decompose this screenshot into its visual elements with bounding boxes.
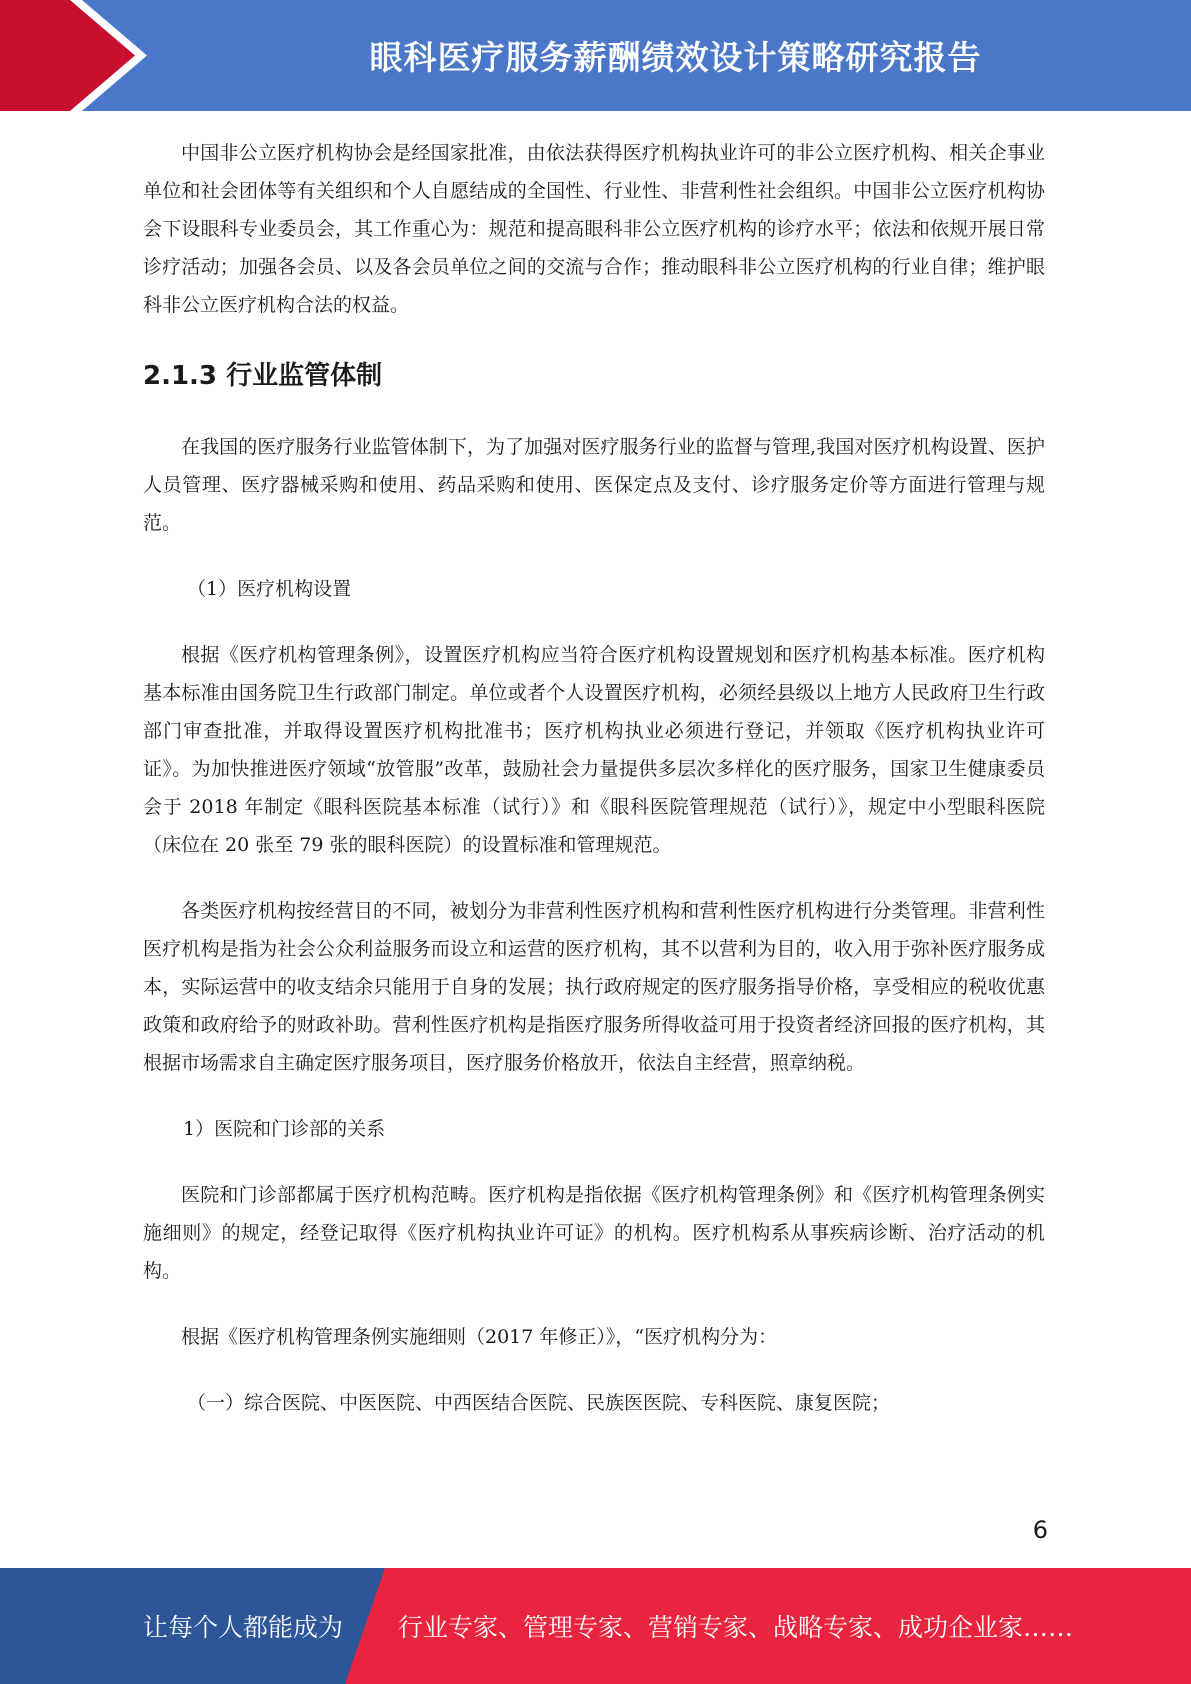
paragraph-classification: 各类医疗机构按经营目的不同，被划分为非营利性医疗机构和营利性医疗机构进行分类管理。非营利性医疗机构是指为社会公众利益服务而设立和运营的医疗机构，其不以营利为目的，收入用于弥补医疗服务成本，实际运营中的收支结余只能用于自身的发展；执行政府规定的医疗服务指导价格，享受相应的税收优惠政策和政府给予的财政补助。营利性医疗机构是指医疗服务所得收益可用于投资者经济回报的医疗机构，其根据市场需求自主确定医疗服务项目，医疗服务价格放开，依法自主经营，照章纳税。 <box>143 900 1045 1074</box>
footer-slogan-left: 让每个人都能成为 <box>143 1613 344 1642</box>
paragraph-hospital-clinic: 医院和门诊部都属于医疗机构范畴。医疗机构是指依据《医疗机构管理条例》和《医疗机构管理条例实施细则》的规定，经登记取得《医疗机构执业许可证》的机构。医疗机构系从事疾病诊断、治疗活动的机构。 <box>143 1184 1045 1282</box>
page-body <box>143 134 1045 1422</box>
paragraph-classification-rule: 根据《医疗机构管理条例实施细则（2017 年修正）》，“医疗机构分为： <box>181 1326 778 1348</box>
list-item-hospital-clinic: 1）医院和门诊部的关系 <box>183 1118 386 1140</box>
header-arrow-icon <box>0 0 190 111</box>
page-header <box>0 0 1191 111</box>
section-heading: 2.1.3 行业监管体制 <box>143 361 383 391</box>
document-title: 眼科医疗服务薪酬绩效设计策略研究报告 <box>369 38 982 77</box>
list-item-hospital-types: （一）综合医院、中医医院、中西医结合医院、民族医医院、专科医院、康复医院； <box>187 1392 891 1414</box>
list-item-institution-setup: （1）医疗机构设置 <box>187 578 352 600</box>
page-number: 6 <box>1032 1516 1048 1544</box>
paragraph-regulation-intro: 在我国的医疗服务行业监管体制下，为了加强对医疗服务行业的监督与管理,我国对医疗机构设置、医护人员管理、医疗器械采购和使用、药品采购和使用、医保定点及支付、诊疗服务定价等方面进行管理与规范。 <box>143 436 1045 534</box>
paragraph-association: 中国非公立医疗机构协会是经国家批准，由依法获得医疗机构执业许可的非公立医疗机构、相关企事业单位和社会团体等有关组织和个人自愿结成的全国性、行业性、非营利性社会组织。中国非公立医疗机构协会下设眼科专业委员会，其工作重心为：规范和提高眼科非公立医疗机构的诊疗水平；依法和依规开展日常诊疗活动；加强各会员、以及各会员单位之间的交流与合作；推动眼科非公立医疗机构的行业自律；维护眼科非公立医疗机构合法的权益。 <box>143 142 1045 316</box>
footer-slogan-right: 行业专家、管理专家、营销专家、战略专家、成功企业家…… <box>398 1613 1074 1642</box>
paragraph-regulations: 根据《医疗机构管理条例》，设置医疗机构应当符合医疗机构设置规划和医疗机构基本标准。医疗机构基本标准由国务院卫生行政部门制定。单位或者个人设置医疗机构，必须经县级以上地方人民政府卫生行政部门审查批准，并取得设置医疗机构批准书；医疗机构执业必须进行登记，并领取《医疗机构执业许可证》。为加快推进医疗领域“放管服”改革，鼓励社会力量提供多层次多样化的医疗服务，国家卫生健康委员会于 2018 年制定《眼科医院基本标准（试行）》和《眼科医院管理规范（试行）》，规定中小型眼科医院（床位在 20 张至 79 张的眼科医院）的设置标准和管理规范。 <box>143 644 1045 856</box>
page-footer <box>0 1568 1191 1684</box>
